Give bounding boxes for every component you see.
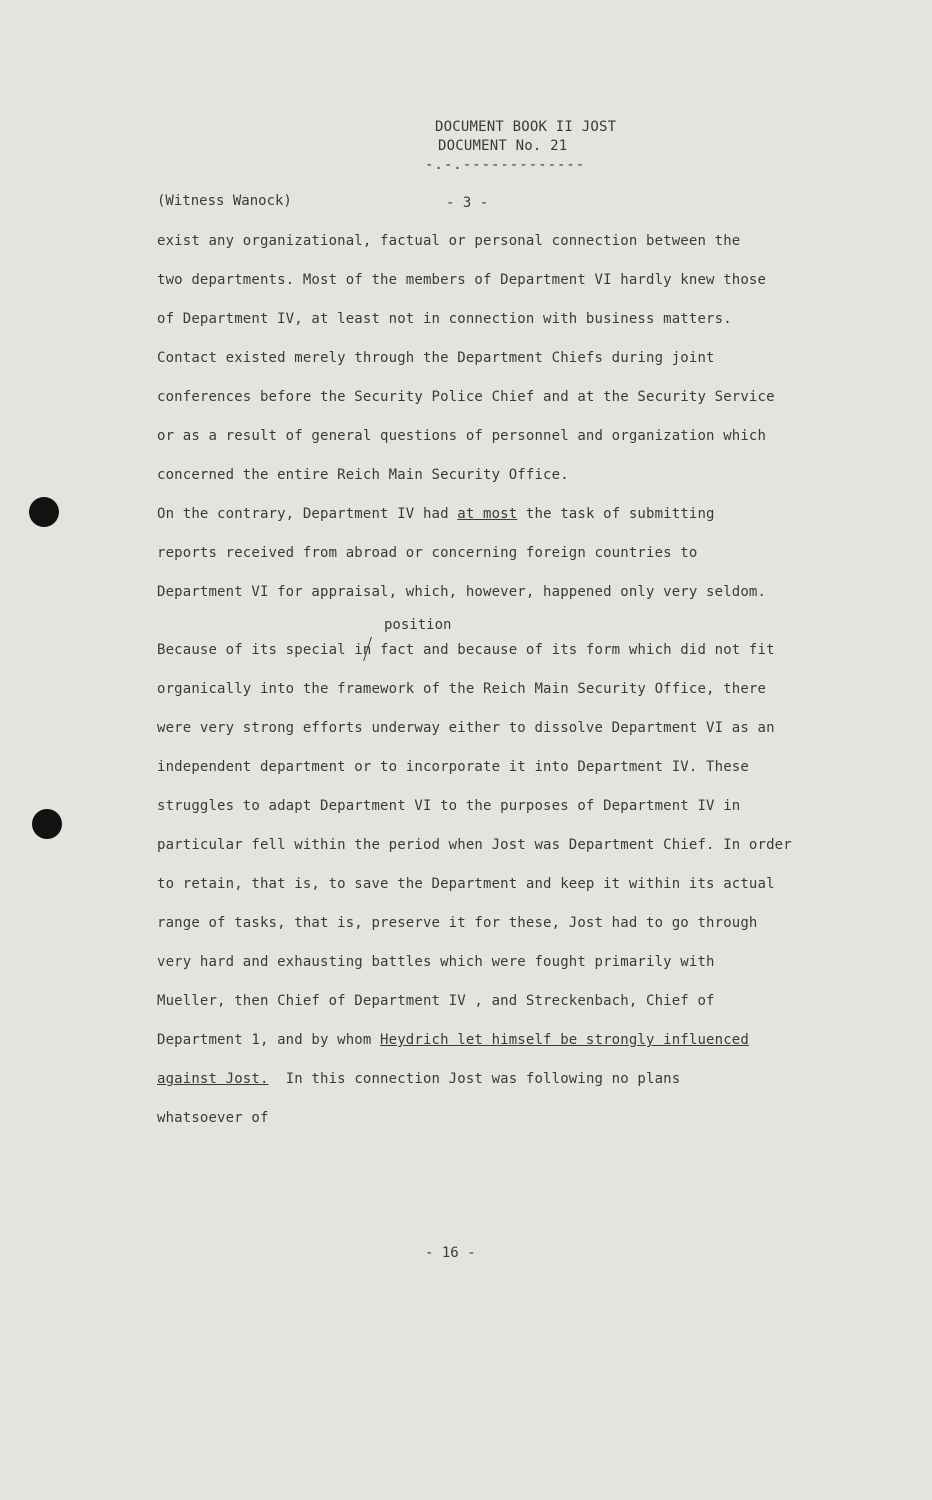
body-line: Mueller, then Chief of Department IV , and Streckenbach, Chief of: [157, 993, 715, 1009]
page-marker: - 3 -: [446, 195, 489, 211]
underlined-phrase: against Jost.: [157, 1071, 269, 1087]
body-line: Contact existed merely through the Department Chiefs during joint: [157, 350, 715, 366]
handwritten-insertion: position: [384, 617, 452, 633]
body-line: particular fell within the period when Jost was Department Chief. In order: [157, 837, 792, 853]
body-line: independent department or to incorporate it into Department IV. These: [157, 759, 749, 775]
line-segment: In this connection Jost was following no plans: [268, 1071, 681, 1087]
header-rule: -.-.-------------: [425, 157, 586, 173]
body-line: range of tasks, that is, preserve it for these, Jost had to go through: [157, 915, 758, 931]
body-line: to retain, that is, to save the Department and keep it within its actual: [157, 876, 775, 892]
punch-hole-bottom: [32, 809, 62, 839]
body-line: organically into the framework of the Reich Main Security Office, there: [157, 681, 767, 697]
header-document-number: DOCUMENT No. 21: [438, 138, 568, 154]
body-line: conferences before the Security Police Chief and at the Security Service: [157, 389, 775, 405]
body-line: [157, 1032, 749, 1048]
punch-hole-top: [29, 497, 59, 527]
underlined-phrase: Heydrich let himself be strongly influenced: [380, 1032, 749, 1048]
body-line: whatsoever of: [157, 1110, 269, 1126]
document-header: [435, 118, 616, 156]
body-line: concerned the entire Reich Main Security Office.: [157, 467, 569, 483]
body-line: Because of its special in fact and because of its form which did not fit: [157, 642, 775, 658]
body-line: Department VI for appraisal, which, however, happened only very seldom.: [157, 584, 767, 600]
body-line: [157, 506, 715, 522]
page-number-footer: - 16 -: [425, 1245, 476, 1261]
body-line: exist any organizational, factual or personal connection between the: [157, 233, 741, 249]
body-line: very hard and exhausting battles which were fought primarily with: [157, 954, 715, 970]
line-segment: the task of submitting: [517, 506, 715, 522]
underlined-phrase: at most: [457, 506, 518, 522]
line-segment: Department 1, and by whom: [157, 1032, 381, 1048]
body-line: or as a result of general questions of personnel and organization which: [157, 428, 767, 444]
body-line: were very strong efforts underway either to dissolve Department VI as an: [157, 720, 775, 736]
header-title: DOCUMENT BOOK II JOST: [435, 119, 617, 135]
line-segment: On the contrary, Department IV had: [157, 506, 458, 522]
body-line: two departments. Most of the members of Department VI hardly knew those: [157, 272, 767, 288]
body-line: [157, 1071, 680, 1087]
body-line: reports received from abroad or concerning foreign countries to: [157, 545, 698, 561]
body-line: struggles to adapt Department VI to the purposes of Department IV in: [157, 798, 741, 814]
witness-label: (Witness Wanock): [157, 193, 292, 209]
body-line: of Department IV, at least not in connection with business matters.: [157, 311, 732, 327]
